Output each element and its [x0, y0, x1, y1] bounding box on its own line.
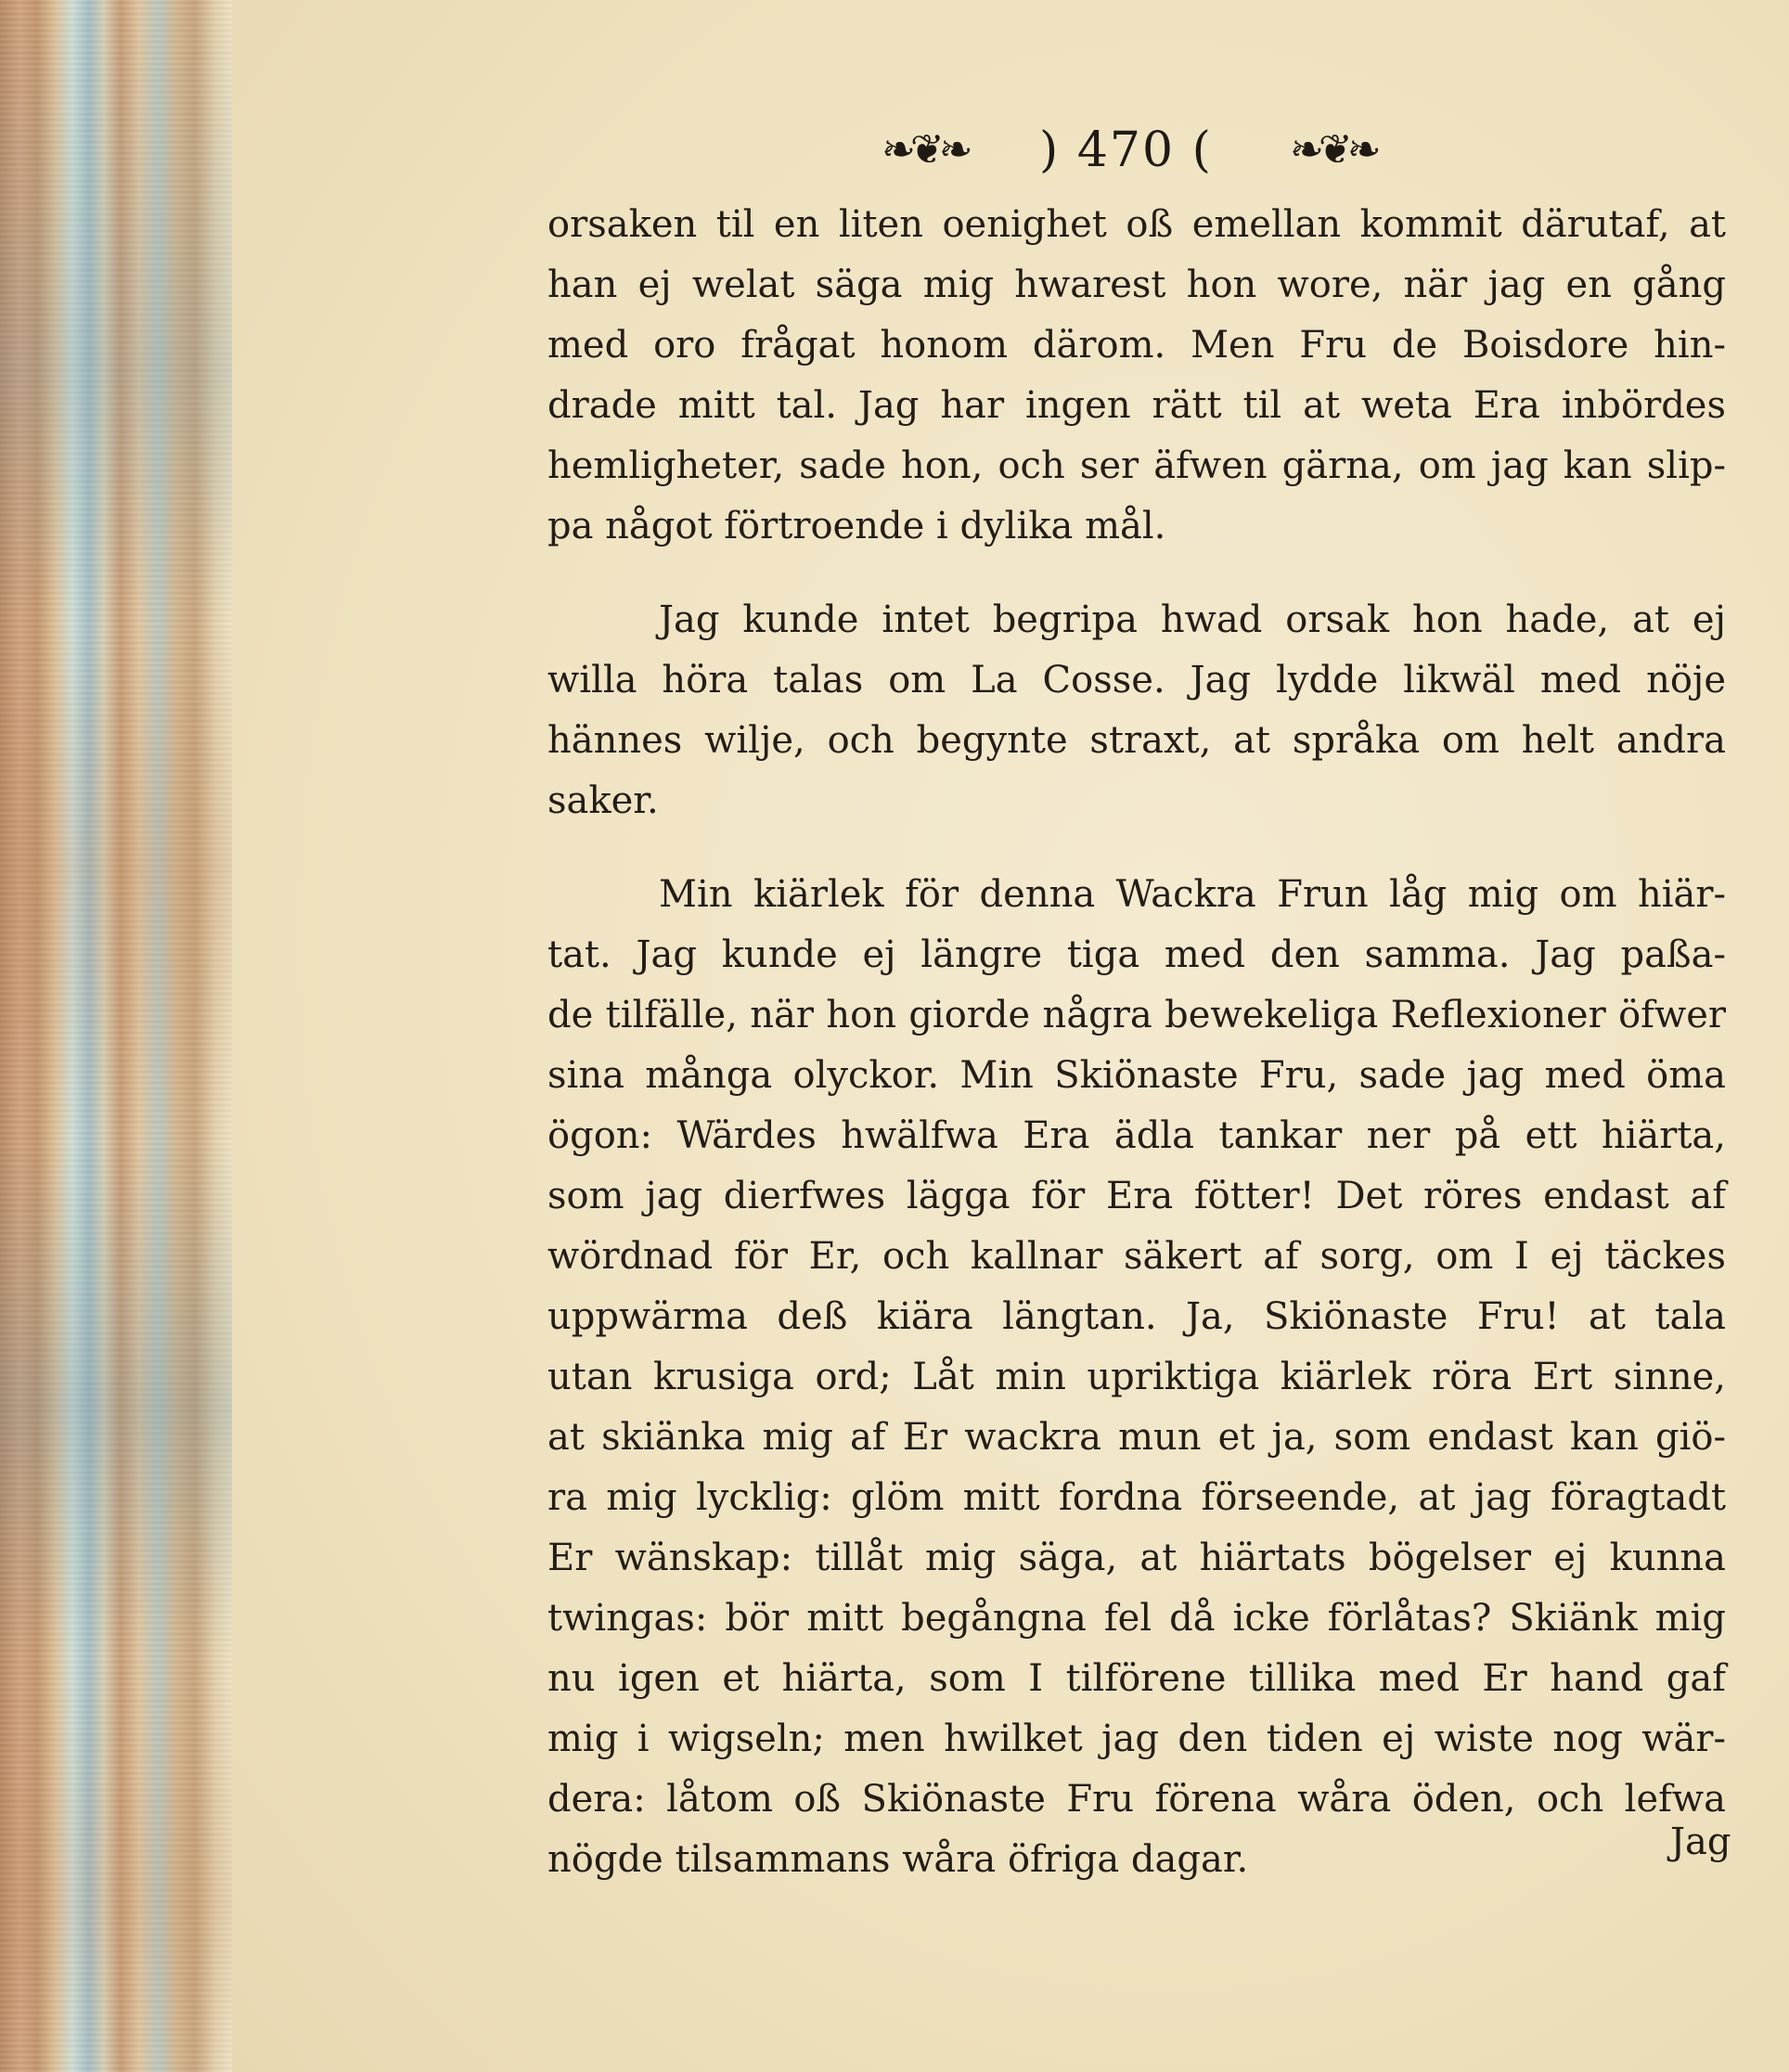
text-line: willa höra talas om La Cosse. Jag lydde likwäl med nöje: [547, 659, 1726, 701]
text-line: hemligheter, sade hon, och ser äfwen gärna, om jag kan slip-: [547, 444, 1726, 487]
text-line: dera: låtom oß Skiönaste Fru förena wåra öden, och lefwa: [547, 1778, 1726, 1821]
text-line: wördnad för Er, och kallnar säkert af sorg, om I ej täckes: [547, 1235, 1726, 1278]
text-line: de tilfälle, när hon giorde några bewekeliga Reflexioner öfwer: [547, 994, 1726, 1036]
text-line: orsaken til en liten oenighet oß emellan kommit därutaf, at: [547, 203, 1726, 246]
text-line: at skiänka mig af Er wackra mun et ja, som endast kan giö-: [547, 1416, 1726, 1459]
text-line: utan krusiga ord; Låt min upriktiga kiärlek röra Ert sinne,: [547, 1356, 1726, 1398]
paragraph: [547, 865, 1726, 1890]
text-line: Er wänskap: tillåt mig säga, at hiärtats bögelser ej kunna: [547, 1537, 1726, 1579]
page-header: [872, 122, 1429, 187]
text-line: saker.: [547, 779, 659, 822]
text-line: ra mig lycklig: glöm mitt fordna förseende, at jag föragtadt: [547, 1476, 1726, 1519]
text-line: nu igen et hiärta, som I tilförene tillika med Er hand gaf: [547, 1657, 1726, 1700]
catchword: Jag: [1670, 1821, 1731, 1863]
text-line: uppwärma deß kiära längtan. Ja, Skiönaste Fru! at tala: [547, 1295, 1726, 1338]
text-line: Jag kunde intet begripa hwad orsak hon hade, at ej: [659, 598, 1726, 641]
text-line: sina många olyckor. Min Skiönaste Fru, sade jag med öma: [547, 1054, 1726, 1097]
paragraph: [547, 590, 1726, 831]
text-line: ögon: Wärdes hwälfwa Era ädla tankar ner på ett hiärta,: [547, 1114, 1726, 1157]
paragraph: [547, 195, 1726, 557]
text-line: hännes wilje, och begynte straxt, at språka om helt andra: [547, 719, 1726, 762]
text-line: pa något förtroende i dylika mål.: [547, 505, 1166, 547]
text-line: drade mitt tal. Jag har ingen rätt til at weta Era inbördes: [547, 384, 1726, 427]
ornament-right-icon: ❧❦❧: [1290, 126, 1376, 174]
text-line: twingas: bör mitt begångna fel då icke förlåtas? Skiänk mig: [547, 1597, 1726, 1640]
page-number: ) 470 (: [1039, 122, 1213, 178]
ornament-left-icon: ❧❦❧: [882, 126, 968, 174]
text-line: som jag dierfwes lägga för Era fötter! Det röres endast af: [547, 1175, 1726, 1217]
text-line: tat. Jag kunde ej längre tiga med den samma. Jag paßa-: [547, 933, 1726, 976]
body-text: [547, 195, 1726, 1890]
text-line: nögde tilsammans wåra öfriga dagar.: [547, 1838, 1249, 1881]
text-line: Min kiärlek för denna Wackra Frun låg mig om hiär-: [659, 873, 1726, 916]
text-line: mig i wigseln; men hwilket jag den tiden ej wiste nog wär-: [547, 1718, 1726, 1760]
book-edge: [0, 0, 232, 2072]
text-line: han ej welat säga mig hwarest hon wore, när jag en gång: [547, 264, 1726, 306]
text-line: med oro frågat honom därom. Men Fru de Boisdore hin-: [547, 324, 1726, 367]
